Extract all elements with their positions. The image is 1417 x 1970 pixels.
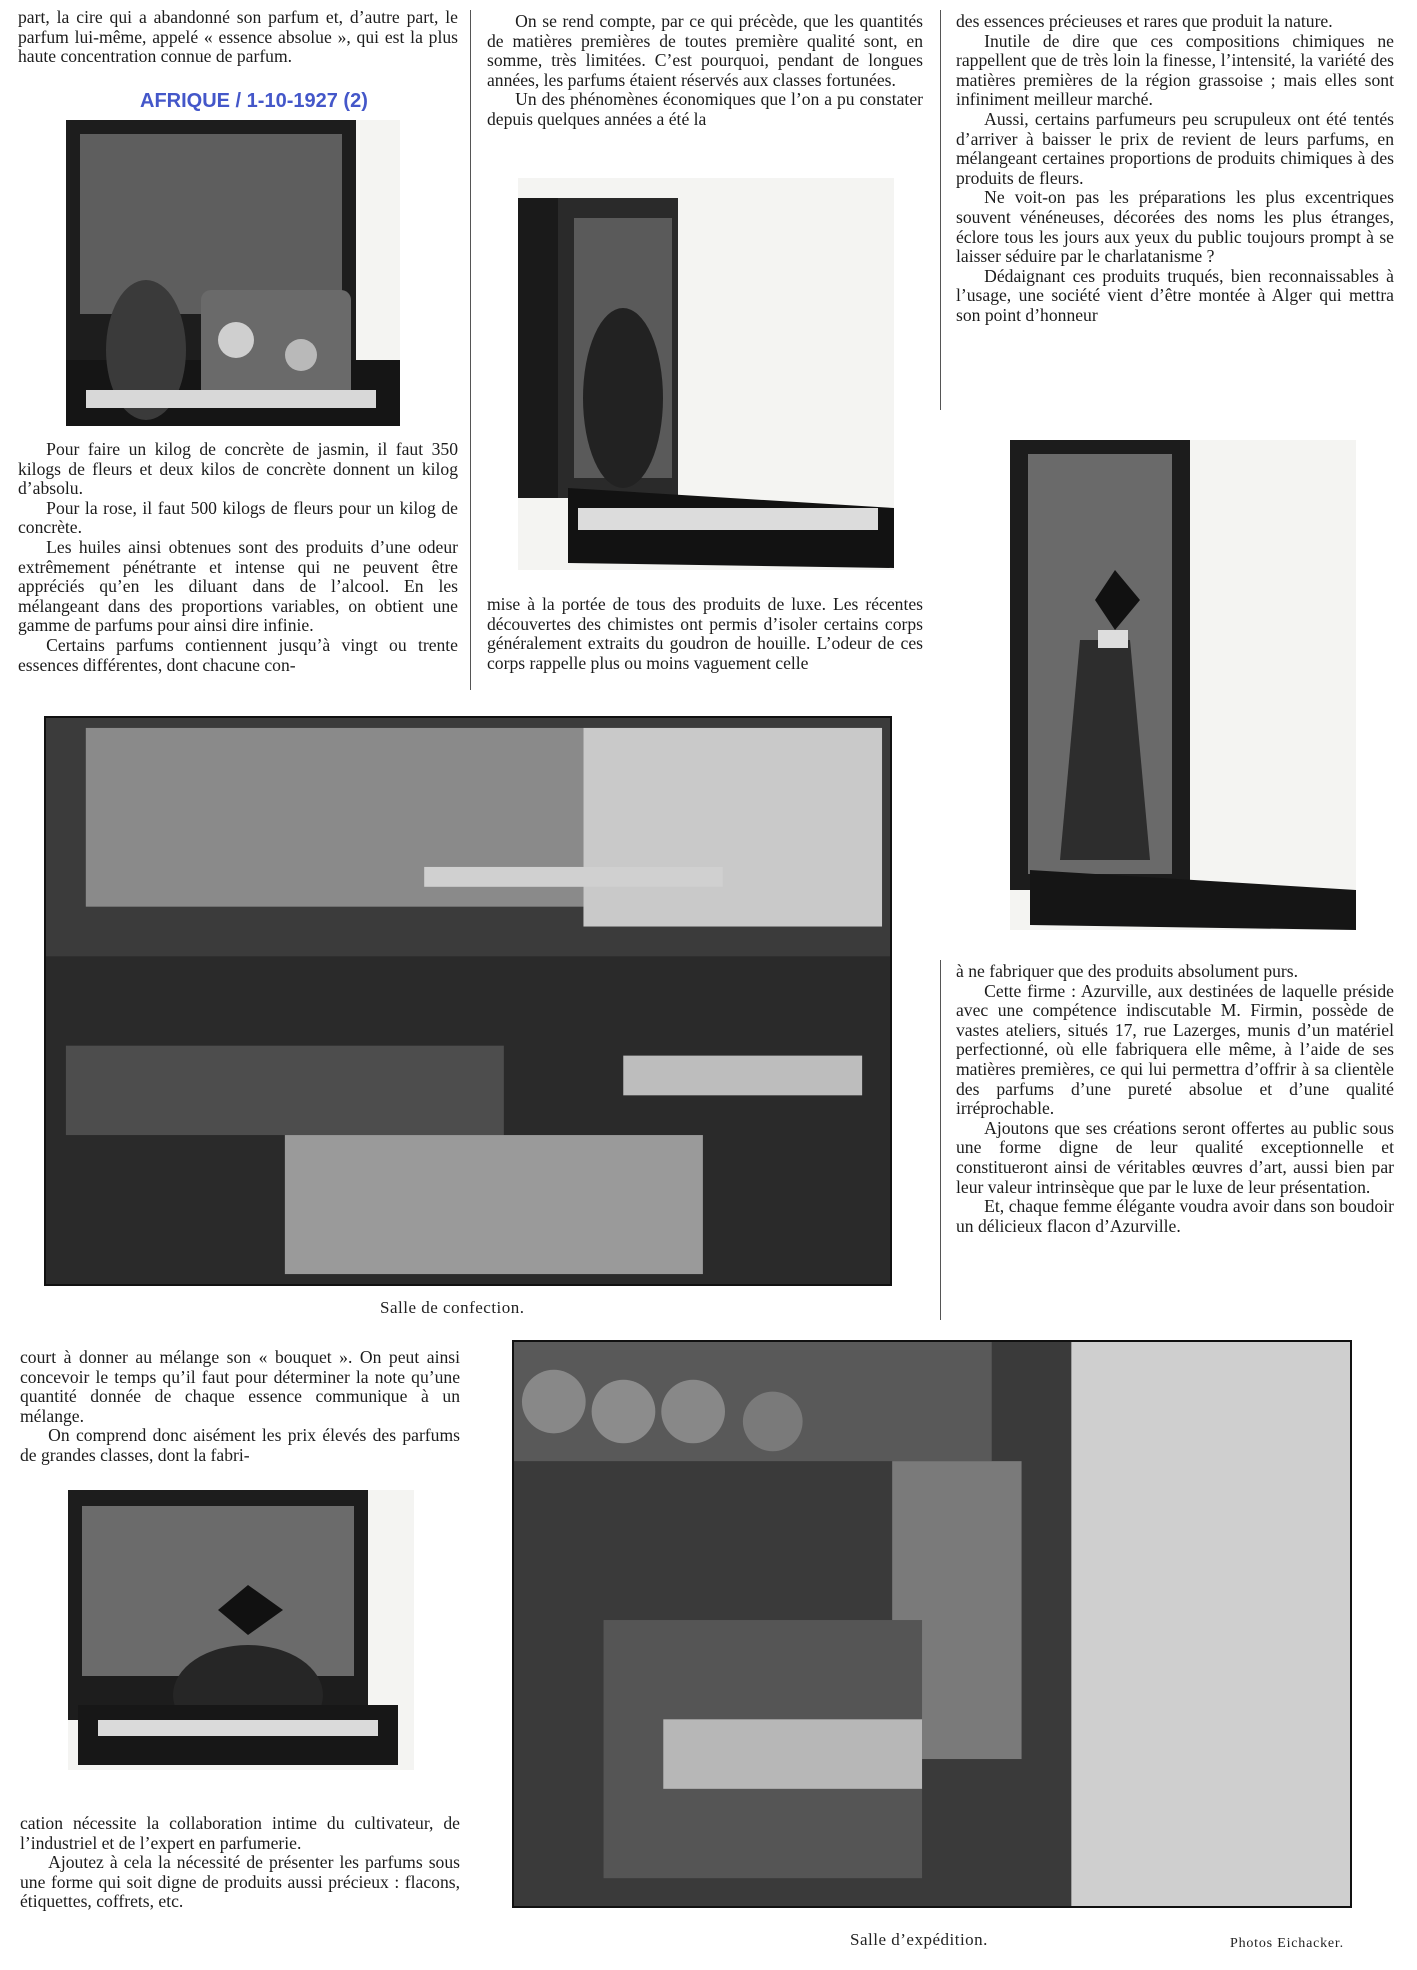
article-text-col1-mid xyxy=(18,440,458,675)
paragraph: Pour faire un kilog de concrète de jasmin, il faut 350 kilogs de fleurs et deux kilos de concrète donnent un kilog d’absolu. xyxy=(18,439,458,499)
article-text-col1-bottom xyxy=(20,1814,460,1912)
article-text-col2-top xyxy=(487,12,923,130)
perfume-box-photo-3 xyxy=(1010,440,1356,930)
article-text-col1-low xyxy=(20,1348,460,1466)
paragraph: Un des phénomènes économiques que l’on a pu constater depuis quelques années a été la xyxy=(487,89,923,129)
paragraph: Cette firme : Azurville, aux destinées de laquelle préside avec une compétence indiscutable M. Firmin, possède de vastes ateliers, situés 17, rue Lazerges, munis d’un matériel perfectionné, où elle fabriquera elle même, à l’aide de ses matières premières, ce qui lui permettra d’offrir à sa clientèle des parfums d’une pureté absolue et d’une qualité irréprochable. xyxy=(956,980,1394,1119)
photo-credit: Photos Eichacker. xyxy=(1230,1936,1344,1951)
paragraph: Ne voit-on pas les préparations les plus excentriques souvent vénéneuses, décorées des noms les plus étranges, éclore tous les jours aux yeux du public toujours prompt à se laisser séduire par le charlatanisme ? xyxy=(956,187,1394,267)
workshop-expedition-photo xyxy=(512,1340,1352,1908)
paragraph: Dédaignant ces produits truqués, bien reconnaissables à l’usage, une société vient d’être montée à Alger qui mettra son point d’honneur xyxy=(956,265,1394,325)
perfume-box-photo-2 xyxy=(518,178,894,570)
paragraph: part, la cire qui a abandonné son parfum et, d’autre part, le parfum lui-même, appelé « essence absolue », qui est la plus haute concentration connue de parfum. xyxy=(18,7,458,67)
paragraph: Pour la rose, il faut 500 kilogs de fleurs pour un kilog de concrète. xyxy=(18,497,458,538)
paragraph: On comprend donc aisément les prix élevés des parfums de grandes classes, dont la fabri- xyxy=(20,1425,460,1465)
paragraph: Et, chaque femme élégante voudra avoir dans son boudoir un délicieux flacon d’Azurville. xyxy=(956,1196,1394,1236)
expedition-scene-illustration xyxy=(514,1342,1350,1906)
perfume-box-photo-4 xyxy=(68,1490,414,1770)
confection-caption: Salle de confection. xyxy=(380,1298,525,1317)
paragraph: cation nécessite la collaboration intime du cultivateur, de l’industriel et de l’expert en parfumerie. xyxy=(20,1813,460,1853)
archive-stamp: AFRIQUE / 1-10-1927 (2) xyxy=(140,90,368,112)
expedition-caption: Salle d’expédition. xyxy=(850,1930,988,1949)
perfume-box-photo-1 xyxy=(66,120,400,426)
paragraph: mise à la portée de tous des produits de luxe. Les récentes découvertes des chimistes ont permis d’isoler certains corps généralement extraits du goudron de houille. L’odeur de ces corps rappelle plus ou moins vaguement celle xyxy=(487,594,923,673)
paragraph: court à donner au mélange son « bouquet ». On peut ainsi concevoir le temps qu’il faut pour déterminer la note qu’une quantité donnée de chaque essence communique à un mélange. xyxy=(20,1347,460,1426)
paragraph: à ne fabriquer que des produits absolument purs. xyxy=(956,961,1299,981)
article-text-col1-top xyxy=(18,8,458,67)
workshop-scene-illustration xyxy=(46,718,890,1284)
paragraph: des essences précieuses et rares que produit la nature. xyxy=(956,11,1333,31)
perfume-case-illustration xyxy=(518,178,894,570)
article-text-col3-top xyxy=(956,12,1394,326)
paragraph: Inutile de dire que ces compositions chimiques ne rappellent que de très loin la finesse, l’intensité, la variété des matières premières de la région grassoise ; mais elles sont infiniment meilleur marché. xyxy=(956,30,1394,110)
workshop-confection-photo xyxy=(44,716,892,1286)
article-text-col2-mid xyxy=(487,595,923,673)
column-rule xyxy=(940,10,941,410)
perfume-jar-illustration xyxy=(68,1490,414,1770)
paragraph: Ajoutons que ses créations seront offertes au public sous une forme digne de leur qualité exceptionnelle et constitueront ainsi de véritables œuvres d’art, aussi bien par leur valeur intrinsèque que par le luxe de leur présentation. xyxy=(956,1117,1394,1197)
column-rule xyxy=(940,960,941,1320)
paragraph: Aussi, certains parfumeurs peu scrupuleux ont été tentés d’arriver à baisser le prix de revient de leurs parfums, en mélangeant certaines proportions de produits chimiques à des produits de fleurs. xyxy=(956,108,1394,188)
perfume-flacon-illustration xyxy=(1010,440,1356,930)
paragraph: On se rend compte, par ce qui précède, que les quantités de matières premières de toutes première qualité sont, en somme, très limitées. C’est pourquoi, pendant de longues années, les parfums étaient réservés aux classes fortunées. xyxy=(487,11,923,90)
column-rule xyxy=(470,10,471,690)
paragraph: Ajoutez à cela la nécessité de présenter les parfums sous une forme qui soit digne de produits aussi précieux : flacons, étiquettes, coffrets, etc. xyxy=(20,1852,460,1912)
perfume-box-illustration xyxy=(66,120,400,426)
paragraph: Certains parfums contiennent jusqu’à vingt ou trente essences différentes, dont chacune con- xyxy=(18,634,458,675)
article-text-col3-bottom xyxy=(956,962,1394,1236)
paragraph: Les huiles ainsi obtenues sont des produits d’une odeur extrêmement pénétrante et intense qui ne peuvent être appréciés qu’en les diluant dans de l’alcool. En les mélangeant dans des proportions variables, on obtient une gamme de parfums pour ainsi dire infinie. xyxy=(18,536,458,636)
